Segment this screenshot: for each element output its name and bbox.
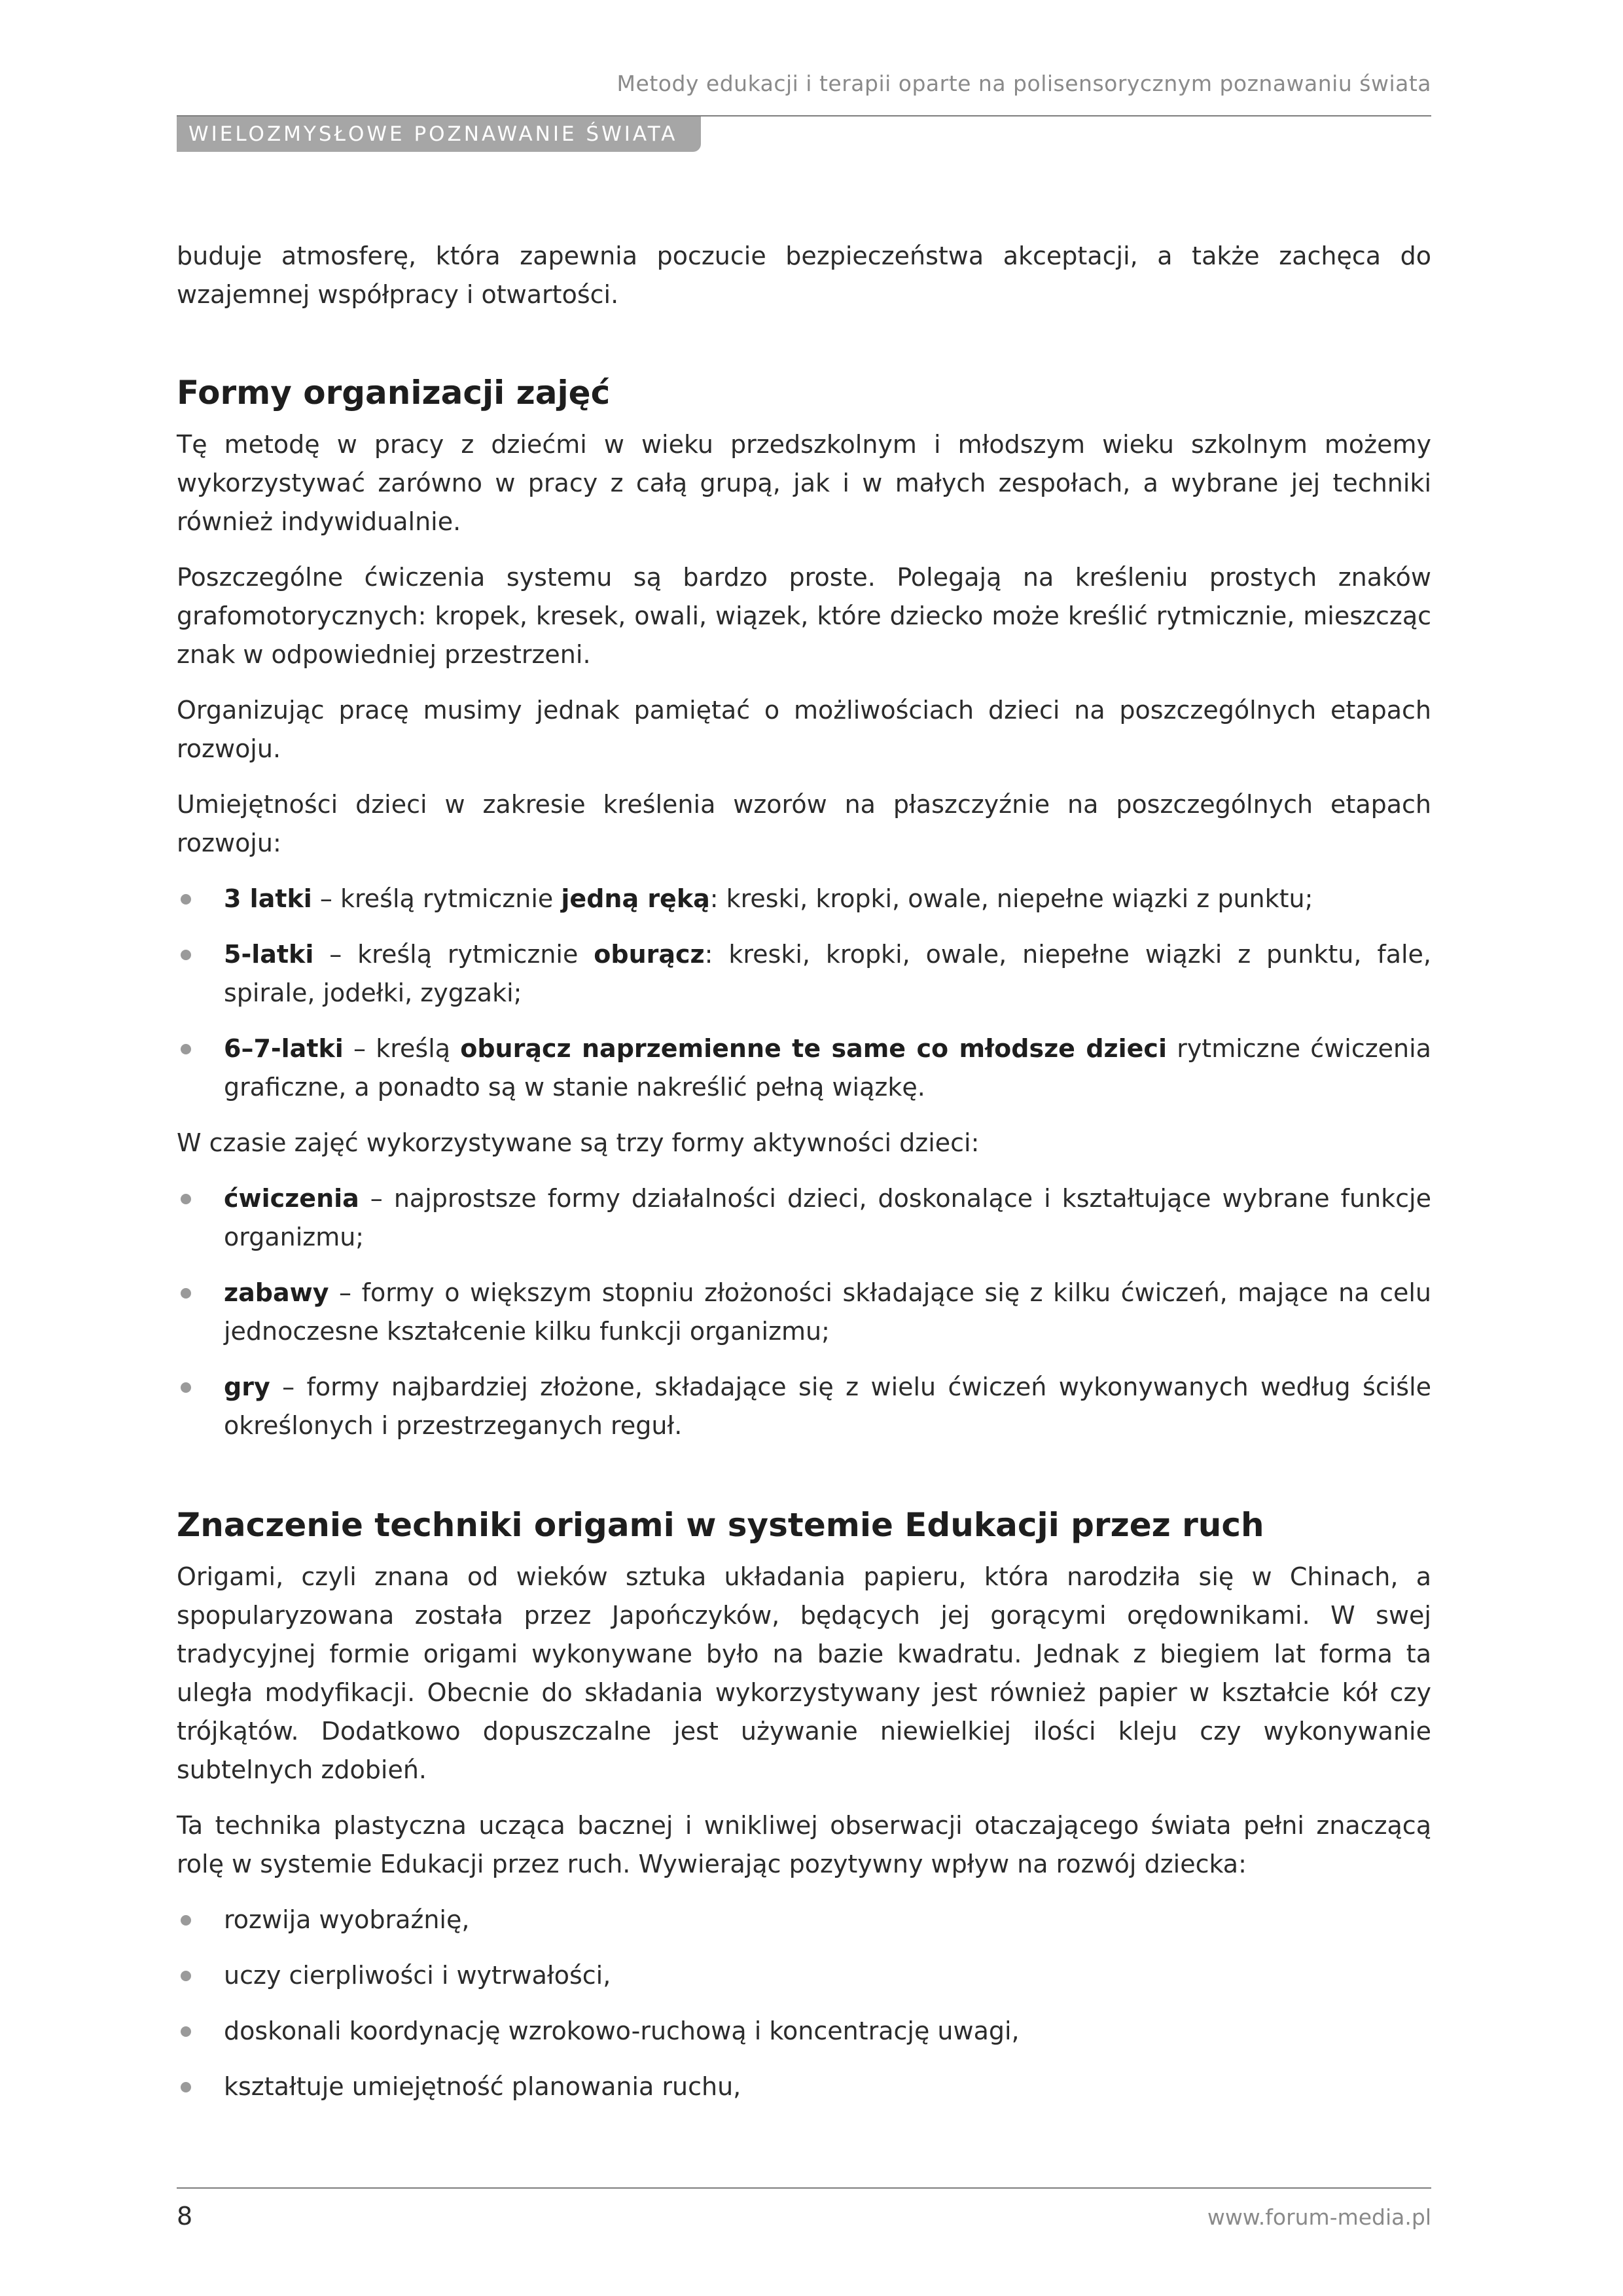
section-heading-forms: Formy organizacji zajęć (177, 374, 611, 412)
list-item (177, 1179, 1431, 1257)
list-item-text: rytmiczne ćwiczenia graficzne, a ponadto są w stanie nakreślić pełną wiązkę. (224, 1034, 1431, 1102)
list-item-text: uczy cierpliwości i wytrwałości, (224, 1961, 611, 1990)
bullet-icon (181, 2026, 191, 2037)
paragraph: Origami, czyli znana od wieków sztuka układania papieru, która narodziła się w Chinach, a spopularyzowana została przez Japończyków, będących jej gorącymi orędownikami. W swej tradycyjnej formie origami wykonywane było na bazie kwadratu. Jednak z biegiem lat forma ta uległa modyfikacji. Obecnie do składania wykorzystywany jest również papier w kształcie kół czy trójkątów. Dodatkowo dopuszczalne jest używanie niewielkiej ilości kleju czy wykonywanie subtelnych zdobień. (177, 1562, 1431, 1784)
list-item-text: : kreski, kropki, owale, niepełne wiązki z punktu, fale, spirale, jodełki, zygzaki; (224, 940, 1432, 1007)
list-item-term: 5-latki (224, 940, 314, 969)
list-item-text: – kreślą (343, 1034, 461, 1063)
list-item (177, 1030, 1431, 1107)
footer-url: www.forum-media.pl (1207, 2204, 1431, 2230)
list-item-text: kształtuje umiejętność planowania ruchu, (224, 2072, 741, 2101)
origami-benefits-list (177, 1901, 1431, 2106)
list-item-text: – kreślą rytmicznie (312, 884, 562, 913)
paragraph: Ta technika plastyczna ucząca bacznej i wnikliwej obserwacji otaczającego świata pełni znaczącą rolę w systemie Edukacji przez ruch. Wywierając pozytywny wpływ na rozwój dziecka: (177, 1811, 1431, 1878)
list-item (177, 935, 1431, 1013)
bullet-icon (181, 1194, 191, 1204)
paragraph: Umiejętności dzieci w zakresie kreślenia wzorów na płaszczyźnie na poszczególnych etapach rozwoju: (177, 790, 1431, 857)
bullet-icon (181, 1971, 191, 1981)
paragraph: Poszczególne ćwiczenia systemu są bardzo proste. Polegają na kreśleniu prostych znaków grafomotorycznych: kropek, kresek, owali, wiązek, które dziecko może kreślić rytmicznie, mieszcząc znak w odpowiedniej przestrzeni. (177, 563, 1431, 669)
paragraph: Organizując pracę musimy jednak pamiętać o możliwościach dzieci na poszczególnych etapach rozwoju. (177, 696, 1431, 763)
bullet-icon (181, 1288, 191, 1299)
list-item-emphasis: jedną ręką (561, 884, 710, 913)
bullet-icon (181, 2082, 191, 2092)
list-item (177, 1274, 1431, 1351)
page-number: 8 (177, 2202, 193, 2231)
list-item-term: ćwiczenia (224, 1184, 359, 1213)
list-item-term: 6–7-latki (224, 1034, 344, 1063)
activity-forms-list (177, 1179, 1431, 1445)
list-item-text: doskonali koordynację wzrokowo-ruchową i koncentrację uwagi, (224, 2017, 1020, 2045)
list-item-text: – formy o większym stopniu złożoności składające się z kilku ćwiczeń, mające na celu jednoczesne kształcenie kilku funkcji organizmu; (224, 1278, 1431, 1346)
list-item (177, 880, 1431, 918)
list-item-term: gry (224, 1372, 270, 1401)
bullet-icon (181, 1044, 191, 1054)
main-content (177, 237, 1431, 2123)
bullet-icon (181, 1915, 191, 1926)
list-item (177, 1901, 1431, 1939)
list-item-text: : kreski, kropki, owale, niepełne wiązki z punktu; (709, 884, 1313, 913)
list-item-text: rozwija wyobraźnię, (224, 1905, 470, 1934)
list-item-text: – formy najbardziej złożone, składające się z wielu ćwiczeń wykonywanych według ściśle określonych i przestrzeganych reguł. (224, 1372, 1431, 1440)
list-item (177, 2012, 1431, 2051)
list-item (177, 1368, 1431, 1445)
section-heading-origami: Znaczenie techniki origami w systemie Edukacji przez ruch (177, 1506, 1264, 1544)
section-tab-label: WIELOZMYSŁOWE POZNAWANIE ŚWIATA (177, 117, 701, 152)
list-item (177, 2068, 1431, 2106)
bullet-icon (181, 1382, 191, 1393)
paragraph: W czasie zajęć wykorzystywane są trzy formy aktywności dzieci: (177, 1128, 980, 1157)
list-item-term: 3 latki (224, 884, 312, 913)
list-item-emphasis: oburącz naprzemienne te same co młodsze dzieci (460, 1034, 1167, 1063)
list-item-text: – najprostsze formy działalności dzieci, doskonalące i kształtujące wybrane funkcje organizmu; (224, 1184, 1431, 1251)
list-item-emphasis: oburącz (594, 940, 705, 969)
bullet-icon (181, 950, 191, 960)
bullet-icon (181, 894, 191, 905)
age-skills-list (177, 880, 1431, 1107)
paragraph: Tę metodę w pracy z dziećmi w wieku przedszkolnym i młodszym wieku szkolnym możemy wykorzystywać zarówno w pracy z całą grupą, jak i w małych zespołach, a wybrane jej techniki również indywidualnie. (177, 430, 1431, 536)
list-item-text: – kreślą rytmicznie (313, 940, 594, 969)
footer-rule (177, 2187, 1431, 2189)
running-header-title: Metody edukacji i terapii oparte na polisensorycznym poznawaniu świata (616, 71, 1431, 96)
list-item-term: zabawy (224, 1278, 329, 1307)
list-item (177, 1956, 1431, 1995)
intro-paragraph: buduje atmosferę, która zapewnia poczucie bezpieczeństwa akceptacji, a także zachęca do wzajemnej współpracy i otwartości. (177, 242, 1431, 309)
